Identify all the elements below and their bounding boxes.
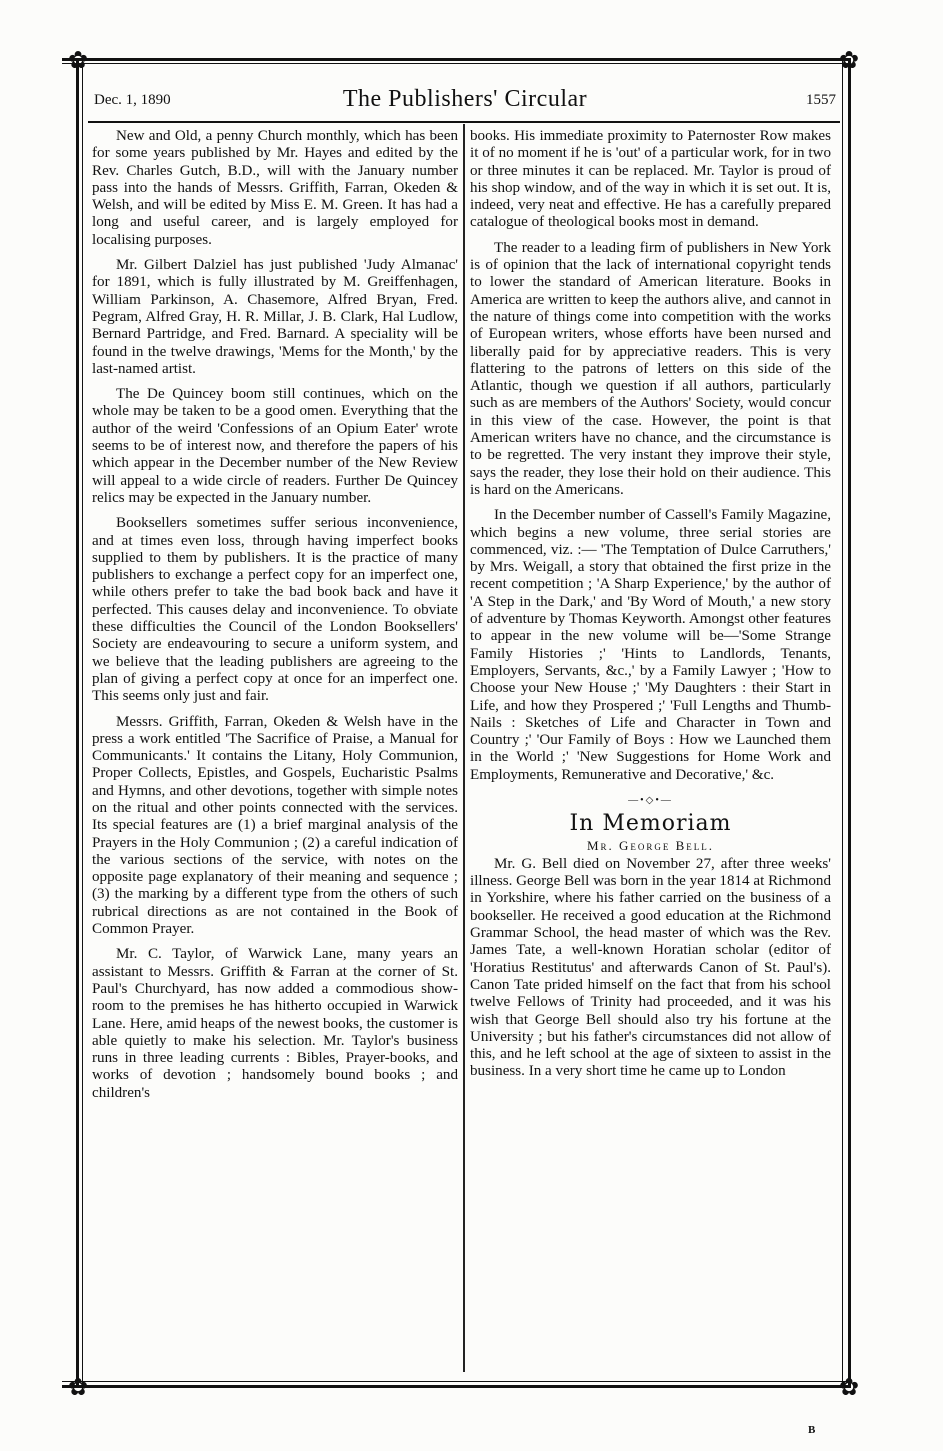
right-column xyxy=(470,128,831,1089)
article-paragraph: In the December number of Cassell's Family Magazine, which begins a new volume, three serial stories are commenced, viz. :— 'The Temptation of Dulce Carruthers,' by Mrs. Weigall, a story that obtained the first prize in the recent competition ; 'A Sharp Experience,' by the author of 'A Step in the Dark,' and 'By Word of Mouth,' a new story of adventure by Thomas Keyworth. Amongst other features to appear in the new volume will be—'Some Strange Family Histories ;' 'Hints to Landlords, Tenants, Employers, Servants, &c.,' by a Family Lawyer ; 'How to Choose your New House ;' 'My Daughters : their Start in Life, and how they Prospered ;' 'Full Lengths and Thumb-Nails : Sketches of Life and Character in Town and Country ;' 'Our Family of Boys : How we Launched them in the World ;' 'New Suggestions for Home Work and Employments, Remunerative and Decorative,' &c. xyxy=(470,507,831,783)
memoriam-heading: In Memoriam xyxy=(569,811,732,837)
article-paragraph: Mr. C. Taylor, of Warwick Lane, many years an assistant to Messrs. Griffith & Farran at the corner of St. Paul's Churchyard, has now added a commodious show-room to the premises he has hitherto occupied in Warwick Lane. Here, amid heaps of the newest books, the customer is able quietly to make his selection. Mr. Taylor's business runs in three leading currents : Bibles, Prayer-books, and works of devotion ; handsomely bound books ; and children's xyxy=(92,946,458,1101)
frame-left-rule-inner xyxy=(82,58,83,1388)
column-divider xyxy=(463,124,465,1372)
frame-right-rule-outer xyxy=(848,58,851,1388)
frame-right-rule-inner xyxy=(842,58,843,1388)
article-paragraph: The reader to a leading firm of publishers in New York is of opinion that the lack of international copyright tends to lower the standard of American literature. Books in America are written to keep the authors alive, and cannot in the nature of things come into competition with the works of European writers, whose efforts have been nursed and liberally paid for by appreciative readers. This is very flattering to the patrons of letters on this side of the Atlantic, though we question if all authors, particularly such as are members of the Authors' Society, would concur in this view of the case. However, the point is that American writers have no chance, and the circumstance is to be regretted. The very instant they improve their style, says the reader, they lose their hold on their audience. This is hard on the Americans. xyxy=(470,239,831,498)
signature-mark: B xyxy=(808,1424,816,1436)
corner-ornament-icon: ✿ xyxy=(838,1373,860,1401)
obituary-paragraph: Mr. G. Bell died on November 27, after three weeks' illness. George Bell was born in the year 1814 at Richmond in Yorkshire, where his father carried on the business of a bookseller. He received a good education at the Richmond Grammar School, the head master of which was the Rev. James Tate, a well-known Horatian scholar (editor of 'Horatius Restitutus' and afterwards Canon of St. Paul's). Canon Tate prided himself on the fact that from his school twelve Fellows of Trinity had proceeded, and it was his wish that George Bell should also try his fortune at the University ; but his father's circumstances did not allow of this, and he left school at the age of sixteen to assist in the business. In a very short time he came up to London xyxy=(470,855,831,1080)
header-date: Dec. 1, 1890 xyxy=(94,92,171,108)
page-number: 1557 xyxy=(806,92,836,108)
frame-left-rule-outer xyxy=(76,58,79,1388)
memoriam-subheading: Mr. George Bell. xyxy=(586,837,715,853)
article-paragraph: Mr. Gilbert Dalziel has just published 'Judy Almanac' for 1891, which is fully illustrated by M. Greiffenhagen, William Parkinson, A. Chasemore, Alfred Bryan, Fred. Pegram, Alfred Gray, H. R. Millar, J. B. Clark, Hal Ludlow, Bernard Partridge, and Fred. Barnard. A speciality will be found in the twelve drawings, 'Mems for the Month,' by the last-named artist. xyxy=(92,257,458,377)
frame-top-rule-thin xyxy=(62,63,848,64)
article-paragraph: New and Old, a penny Church monthly, which has been for some years published by Mr. Hayes and edited by the Rev. Charles Gutch, B.D., will with the January number pass into the hands of Messrs. Griffith, Farran, Okeden & Welsh, and will be edited by Miss E. M. Green. It has had a long and useful career, and is largely employed for localising purposes. xyxy=(92,128,458,248)
header-rule xyxy=(88,121,840,123)
publication-title: The Publishers' Circular xyxy=(342,86,588,112)
article-paragraph: The De Quincey boom still continues, which on the whole may be taken to be a good omen. Everything that the author of the weird 'Confessions of an Opium Eater' wrote seems to be of interest now, and therefore the papers of his which appear in the December number of the New Review will appeal to a wide circle of readers. Further De Quincey relics may be expected in the January number. xyxy=(92,386,458,506)
frame-bottom-rule-thin xyxy=(62,1381,848,1382)
article-paragraph: Booksellers sometimes suffer serious inconvenience, and at times even loss, through having imperfect books supplied to them by publishers. It is the practice of many publishers to exchange a perfect copy for an imperfect one, while others prefer to take the bad book back and have it perfected. This causes delay and inconvenience. To obviate these difficulties the Council of the London Booksellers' Society are endeavouring to secure a uniform system, and we believe that the leading publishers are agreeing to the plan of giving a perfect copy at once for an imperfect one. This seems only just and fair. xyxy=(92,515,458,705)
corner-ornament-icon: ✿ xyxy=(67,46,89,74)
left-column xyxy=(92,128,458,1110)
article-paragraph: Messrs. Griffith, Farran, Okeden & Welsh have in the press a work entitled 'The Sacrifice of Praise, a Manual for Communicants.' It contains the Litany, Holy Communion, Proper Collects, Epistles, and Gospels, Eucharistic Psalms and Hymns, and other devotions, together with simple notes on the ritual and other points connected with the services. Its special features are (1) a brief marginal analysis of the Prayers in the Holy Communion ; (2) a careful indication of the various sections of the service, with notes on the opposite page explanatory of their meaning and sequence ; (3) the marking by a different type from the others of such rubrical directions as are not contained in the Book of Common Prayer. xyxy=(92,713,458,938)
corner-ornament-icon: ✿ xyxy=(67,1373,89,1401)
running-header xyxy=(90,86,840,122)
continued-paragraph: books. His immediate proximity to Paternoster Row makes it of no moment if he is 'out' of a particular work, for in two or three minutes it can be replaced. Mr. Taylor is proud of his shop window, and of the way in which it is set out. It is, indeed, very neat and effective. He has a carefully prepared catalogue of theological books most in demand. xyxy=(470,128,831,231)
corner-ornament-icon: ✿ xyxy=(838,46,860,74)
section-separator: —•◇•— xyxy=(628,794,673,806)
frame-bottom-rule-thick xyxy=(62,1385,848,1388)
frame-top-rule-thick xyxy=(62,58,848,61)
